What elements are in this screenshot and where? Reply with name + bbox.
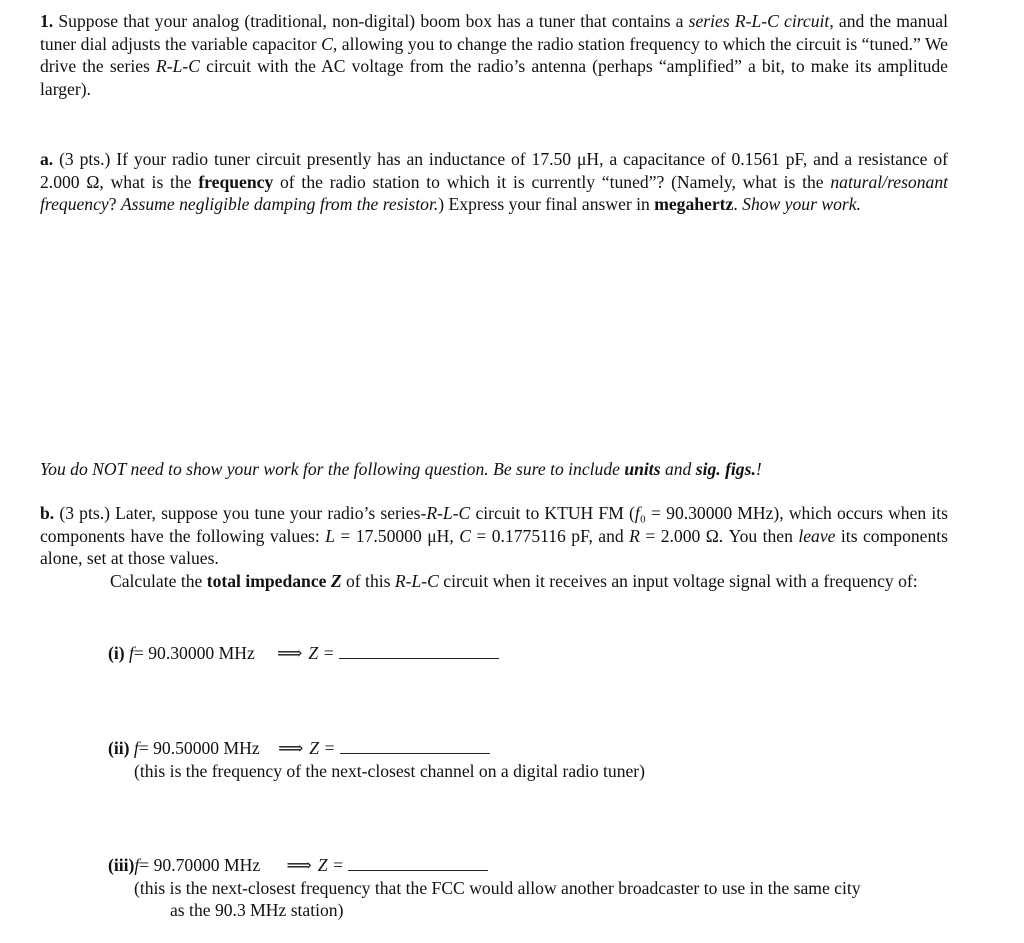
text-segment: sig. figs. [695, 459, 756, 479]
text-segment: R-L-C [394, 571, 439, 591]
text-segment: ) Express your final answer in [438, 194, 655, 215]
part-label: (ii) [108, 738, 130, 758]
part-note: (this is the frequency of the next-closest channel on a digital radio tuner) [134, 760, 646, 781]
text-segment: units [624, 459, 661, 479]
text-segment: natural/resonant frequency [40, 171, 948, 215]
answer-line-i [108, 640, 499, 665]
text-segment: ? [108, 194, 121, 215]
question-1a [40, 148, 948, 216]
text-segment: (3 pts.) Later, suppose you tune your radio’s series- [54, 503, 427, 523]
answer-blank[interactable] [348, 852, 488, 871]
part-label: (i) [108, 643, 125, 663]
text-segment: of this [341, 571, 395, 591]
part-note: (this is the next-closest frequency that the FCC would allow another broadcaster to use in the same city [134, 877, 861, 898]
text-segment: = 0.1775116 pF, and [470, 525, 630, 546]
text-segment: megahertz [654, 194, 734, 215]
text-segment: ₀ = 90.30000 MHz), which occurs when its components have the following values: [40, 503, 948, 546]
text-segment: You do NOT need to show your work for the following question. Be sure to include [40, 459, 625, 479]
f-symbol: f [129, 643, 134, 663]
text-segment: series R-L-C circuit [688, 11, 830, 31]
text-segment: Show your work. [742, 194, 861, 215]
text-segment: its components alone, set at those values. [40, 525, 949, 569]
text-segment: Assume negligible damping from the resistor. [120, 194, 439, 215]
text-segment: , allowing you to change the radio station frequency to which the circuit is “tuned.” We drive the series [40, 33, 948, 77]
text-segment: R-L-C [156, 56, 200, 77]
text-segment: C [459, 525, 471, 546]
implies-arrow-icon: ⟹ [286, 855, 312, 875]
question-1b [40, 502, 948, 570]
text-segment: Calculate the [110, 571, 207, 591]
text-segment: Suppose that your analog (traditional, non-digital) boom box has a tuner that contains a [53, 11, 689, 31]
implies-arrow-icon: ⟹ [278, 738, 304, 758]
answer-line-iii [108, 852, 861, 922]
text-segment: b. [40, 503, 55, 523]
frequency: = 90.70000 MHz [139, 855, 261, 875]
question-1b-instruction [40, 570, 948, 593]
part-label: (iii) [108, 855, 135, 875]
text-segment: = 17.50000 μH, [334, 525, 460, 546]
text-segment: ! [755, 459, 762, 479]
f-symbol: f [134, 855, 140, 875]
answer-blank[interactable] [339, 640, 499, 659]
text-segment: f [634, 503, 640, 523]
frequency: = 90.50000 MHz [138, 738, 260, 758]
text-segment: of the radio station to which it is currently “tuned”? (Namely, what is the [273, 171, 831, 192]
text-segment: and [660, 459, 696, 479]
text-segment: , and the manual tuner dial adjusts the variable capacitor [40, 11, 948, 54]
part-note-continued: as the 90.3 MHz station) [170, 900, 344, 921]
text-segment: . [733, 194, 743, 215]
z-label: Z = [317, 855, 344, 875]
z-label: Z = [308, 643, 335, 663]
text-segment: circuit with the AC voltage from the radio’s antenna (perhaps “amplified” a bit, to make its amplitude larger). [40, 56, 948, 99]
text-segment: frequency [198, 171, 274, 192]
text-segment: 1. [40, 11, 54, 31]
instruction-note [40, 458, 948, 481]
f-symbol: f [133, 738, 139, 758]
text-segment: Z [330, 571, 342, 591]
text-segment: circuit to KTUH FM ( [470, 503, 635, 523]
text-segment: leave [798, 525, 836, 546]
text-segment: R [629, 525, 640, 546]
answer-line-ii [108, 735, 645, 782]
answer-blank[interactable] [340, 735, 490, 754]
text-segment: (3 pts.) If your radio tuner circuit presently has an inductance of 17.50 μH, a capacitance of 0.1561 pF, and a resistance of 2.000 Ω, what is the [40, 149, 948, 192]
text-segment: circuit when it receives an input voltage signal with a frequency of: [438, 571, 918, 591]
text-segment: L [325, 525, 335, 546]
text-segment: R-L-C [426, 503, 471, 523]
implies-arrow-icon: ⟹ [277, 643, 303, 663]
frequency: = 90.30000 MHz [133, 643, 255, 663]
z-label: Z = [309, 738, 336, 758]
text-segment: a. [40, 149, 54, 169]
text-segment: = 2.000 Ω. You then [639, 525, 799, 546]
text-segment: total impedance [206, 571, 331, 591]
question-1-intro [40, 10, 948, 100]
text-segment: C [321, 33, 333, 54]
